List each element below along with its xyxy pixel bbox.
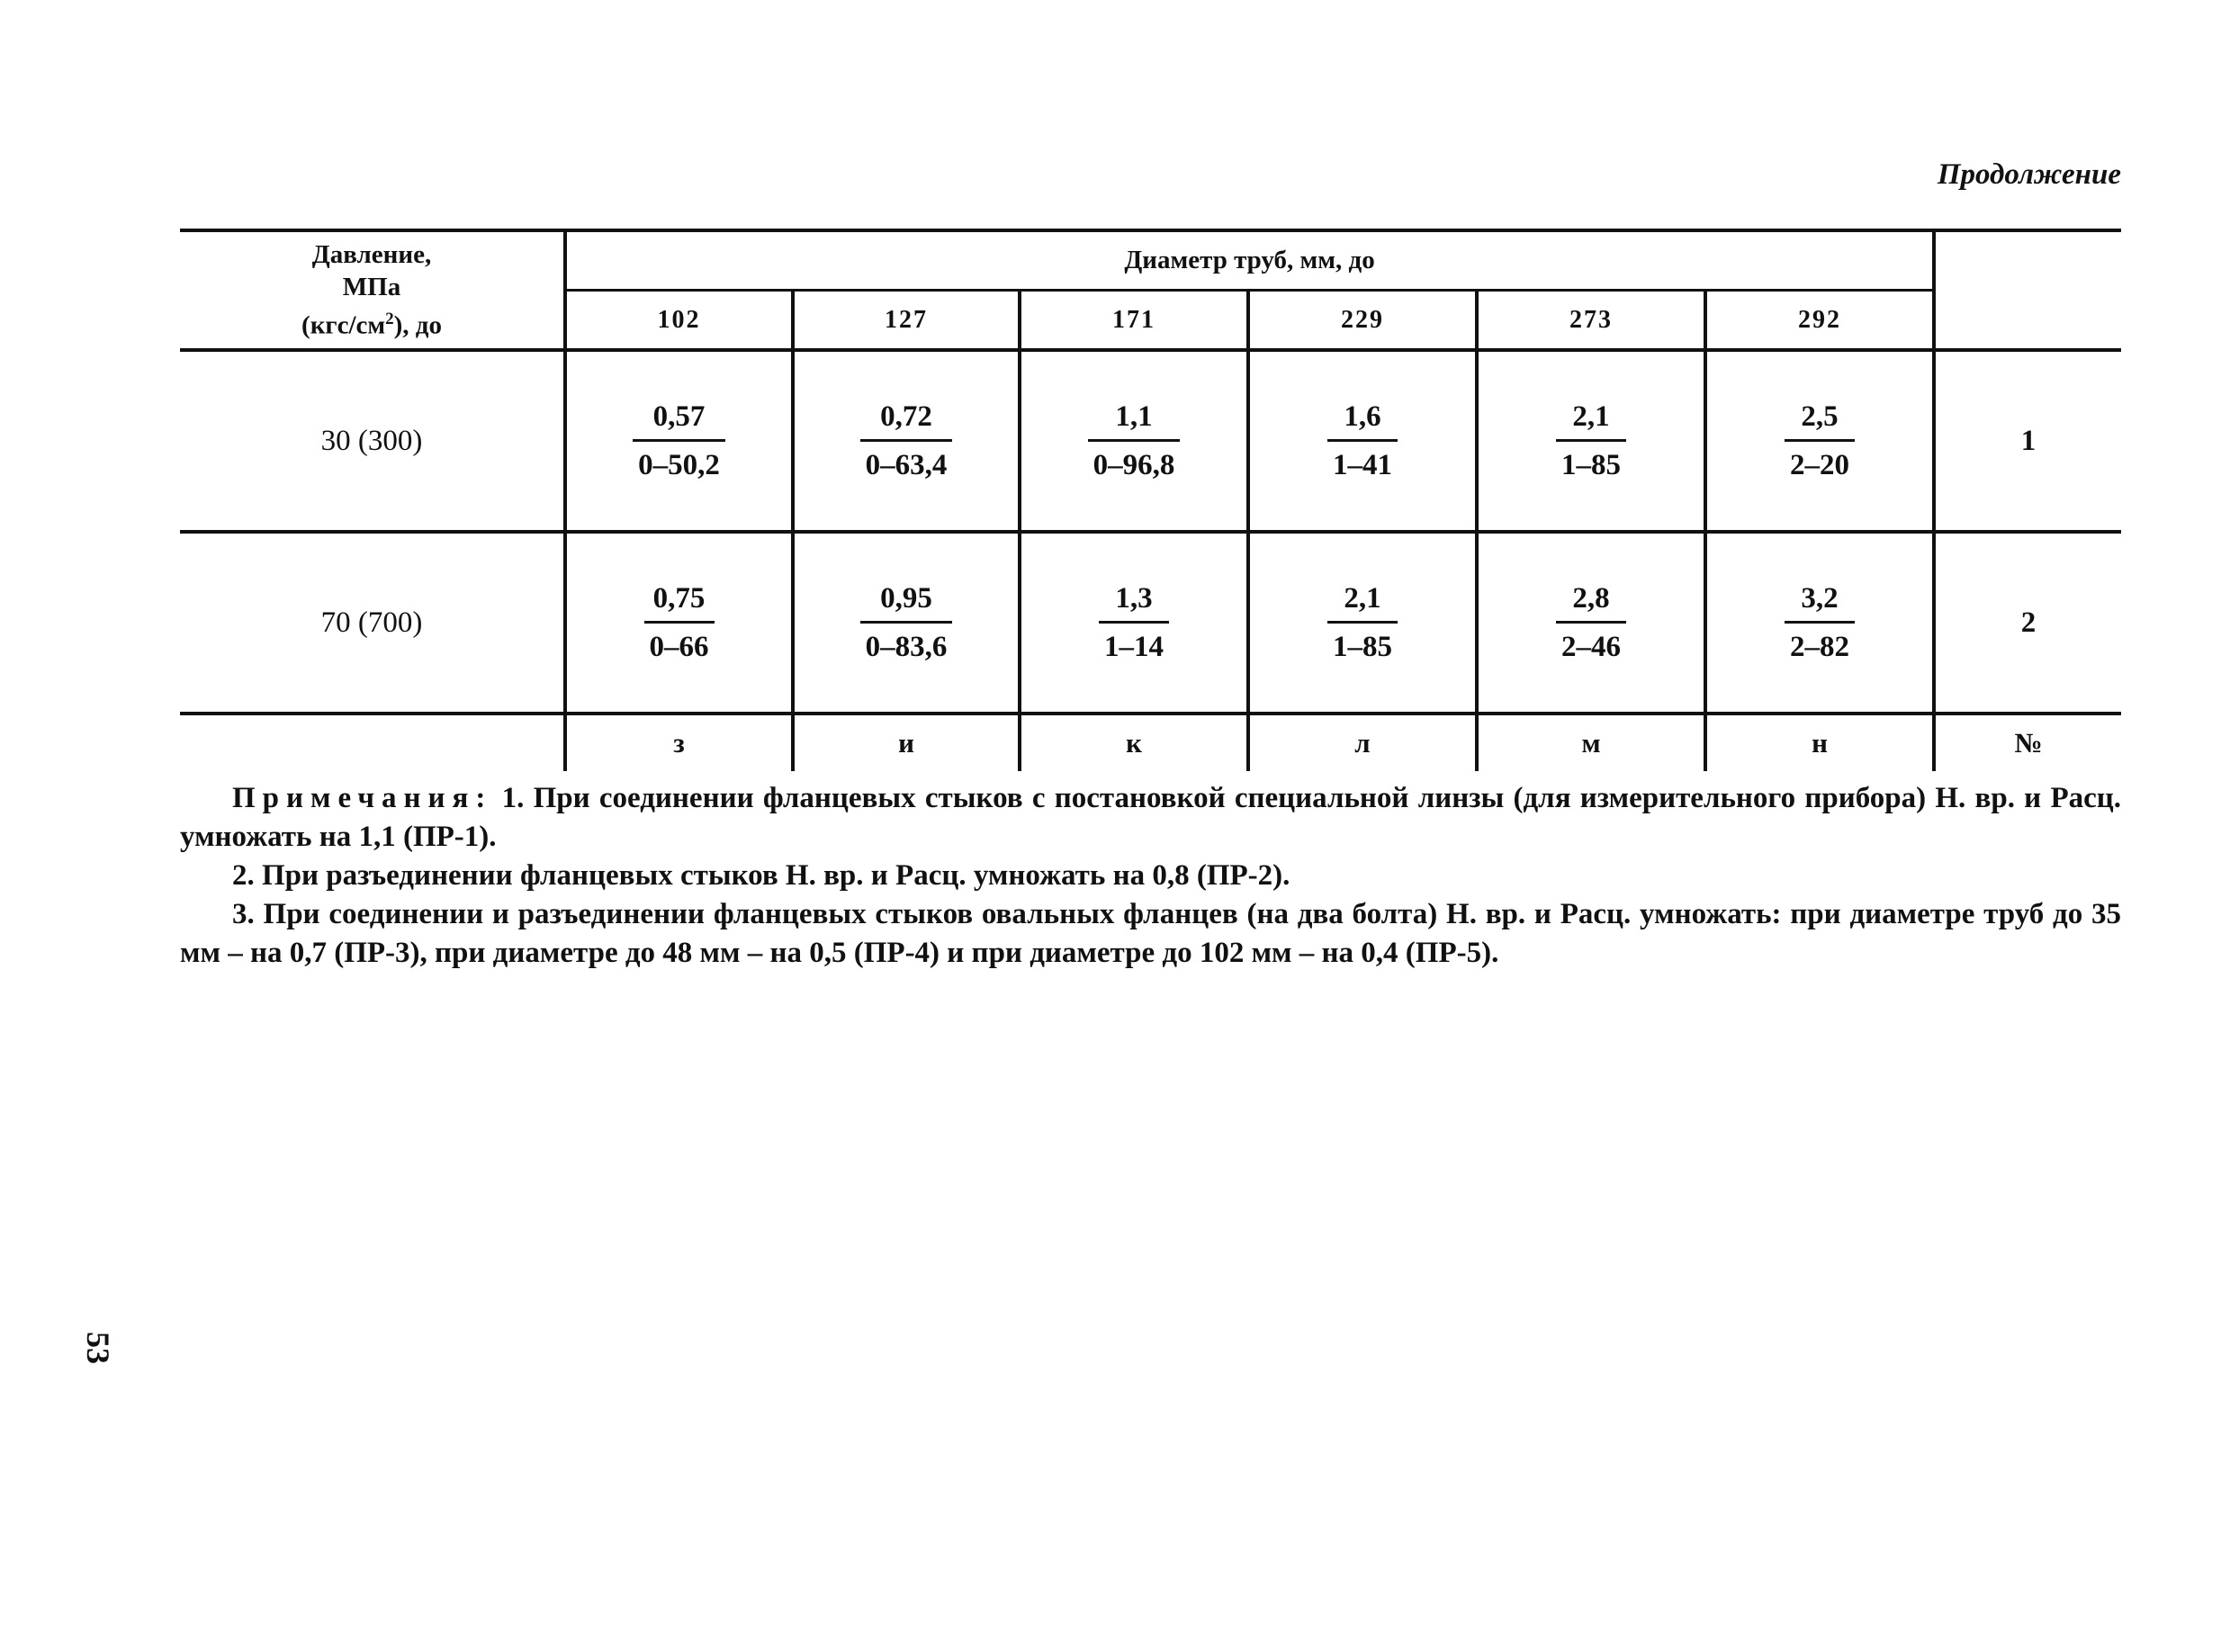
diameter-102: 102 <box>565 291 793 351</box>
norm-cell <box>565 350 793 532</box>
time-norm: 2,1 <box>1327 582 1398 624</box>
column-code: н <box>1705 714 1934 771</box>
code-blank <box>180 714 565 771</box>
price-rate: 2–20 <box>1790 448 1850 481</box>
norm-cell <box>1705 350 1934 532</box>
time-norm: 0,95 <box>860 582 953 624</box>
notes <box>180 779 2121 973</box>
diameter-group-header: Диаметр труб, мм, до <box>565 230 1934 291</box>
note-1 <box>180 779 2121 857</box>
time-norm: 3,2 <box>1785 582 1855 624</box>
norm-cell <box>793 350 1020 532</box>
time-norm: 1,3 <box>1099 582 1169 624</box>
norm-cell <box>1248 532 1477 714</box>
price-rate: 0–63,4 <box>865 448 948 481</box>
row-number: 2 <box>1934 532 2121 714</box>
table-row <box>180 532 2121 714</box>
number-label: № <box>2014 727 2043 759</box>
pressure-value: 70 (700) <box>180 532 565 714</box>
price-rate: 1–41 <box>1333 448 1392 481</box>
price-rate: 0–83,6 <box>865 630 948 663</box>
price-rate: 0–96,8 <box>1093 448 1175 481</box>
time-norm: 2,1 <box>1556 400 1626 442</box>
column-code: и <box>793 714 1020 771</box>
price-rate: 1–85 <box>1333 630 1392 663</box>
norm-cell <box>565 532 793 714</box>
diameter-229: 229 <box>1248 291 1477 351</box>
diameter-127: 127 <box>793 291 1020 351</box>
note-3: 3. При соединении и разъединении фланцевых стыков овальных фланцев (на два болта) Н. вр. и Расц. умножать: при диаметре труб до 35 мм – на 0,7 (ПР-3), при диаметре до 48 мм – на 0,5 (ПР-4) и при диаметре до 102 мм – на 0,4 (ПР-5). <box>180 898 2121 969</box>
norm-cell <box>1477 532 1705 714</box>
notes-label: Примечания: <box>232 782 493 814</box>
pressure-value: 30 (300) <box>180 350 565 532</box>
column-code: л <box>1248 714 1477 771</box>
column-code: к <box>1020 714 1248 771</box>
norm-cell <box>1477 350 1705 532</box>
time-norm: 0,75 <box>644 582 715 624</box>
price-rate: 1–14 <box>1104 630 1164 663</box>
pressure-header-line1: Давление, <box>311 240 432 270</box>
norm-cell <box>1020 350 1248 532</box>
norm-table <box>180 229 2121 771</box>
number-header-blank <box>1934 230 2121 350</box>
pressure-header-line3-end: ), до <box>393 310 442 340</box>
note-1-text: 1. При соединении фланцевых стыков с постановкой специальной линзы (для измерительного прибора) Н. вр. и Расц. умножать на 1,1 (ПР-1). <box>180 782 2122 853</box>
time-norm: 0,72 <box>860 400 953 442</box>
time-norm: 1,6 <box>1327 400 1398 442</box>
pressure-header-exponent: 2 <box>385 310 394 329</box>
price-rate: 0–66 <box>649 630 709 663</box>
column-code-row <box>180 714 2121 771</box>
table-row <box>180 350 2121 532</box>
time-norm: 2,8 <box>1556 582 1626 624</box>
price-rate: 1–85 <box>1561 448 1621 481</box>
norm-cell <box>1020 532 1248 714</box>
pressure-header <box>180 230 565 350</box>
diameter-292: 292 <box>1705 291 1934 351</box>
price-rate: 2–46 <box>1561 630 1621 663</box>
column-code: м <box>1477 714 1705 771</box>
pressure-header-line2: МПа <box>342 273 401 302</box>
note-2: 2. При разъединении фланцевых стыков Н. вр. и Расц. умножать на 0,8 (ПР-2). <box>232 859 1290 892</box>
header-row-top <box>180 230 2121 291</box>
time-norm: 2,5 <box>1785 400 1855 442</box>
continuation-label: Продолжение <box>1937 158 2121 191</box>
row-number: 1 <box>1934 350 2121 532</box>
norm-cell <box>1248 350 1477 532</box>
time-norm: 1,1 <box>1088 400 1181 442</box>
price-rate: 2–82 <box>1790 630 1850 663</box>
page-number: 53 <box>80 1332 116 1364</box>
norm-cell <box>793 532 1020 714</box>
price-rate: 0–50,2 <box>638 448 720 481</box>
column-code: з <box>565 714 793 771</box>
diameter-273: 273 <box>1477 291 1705 351</box>
pressure-header-line3: (кгс/см <box>301 310 386 340</box>
norm-cell <box>1705 532 1934 714</box>
time-norm: 0,57 <box>633 400 725 442</box>
diameter-171: 171 <box>1020 291 1248 351</box>
